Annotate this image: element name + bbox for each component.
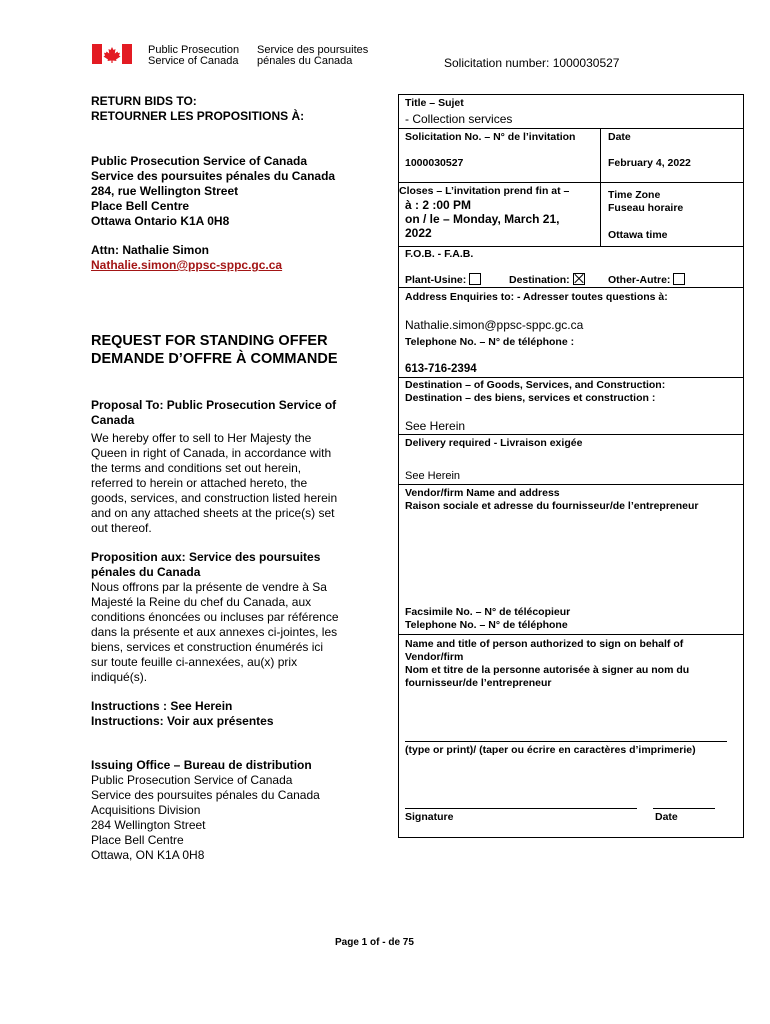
signature-label: Signature [405, 811, 454, 823]
telephone-value: 613-716-2394 [405, 363, 477, 375]
date-value: February 4, 2022 [608, 157, 691, 169]
proposition-body: Nous offrons par la présente de vendre à Sa Majesté la Reine du chef du Canada, aux conditions énoncées ou incluses par référence dans la présente et aux annexes ci-jointes, les biens, services et construction énumérés ici sur toute feuille ci-annexées, au(x) prix indiqué(s). [91, 580, 339, 684]
signature-line [405, 808, 637, 809]
destination-label: Destination – of Goods, Services, and Construction: Destination – des biens, services et construction : [405, 379, 666, 404]
destination-checkbox-row: Destination: [509, 273, 585, 287]
return-bids-heading: RETURN BIDS TO: RETOURNER LES PROPOSITIONS À: [91, 94, 305, 123]
delivery-value: See Herein [405, 470, 461, 482]
other-checkbox-row: Other-Autre: [608, 273, 685, 287]
enquiries-email: Nathalie.simon@ppsc-sppc.gc.ca [405, 318, 584, 332]
other-checkbox[interactable] [673, 273, 685, 285]
solicitation-no-value: 1000030527 [405, 157, 464, 169]
date-line [653, 808, 715, 809]
fob-label: F.O.B. - F.A.B. [405, 248, 474, 260]
closes-label: Closes – L’invitation prend fin at – à : 2 :00 PM on / le – Monday, March 21, 2022 [399, 185, 570, 240]
destination-checkbox[interactable] [573, 273, 585, 285]
type-or-print-label: (type or print)/ (taper ou écrire en caractères d’imprimerie) [405, 744, 696, 756]
issuing-office: Issuing Office – Bureau de distribution Public Prosecution Service of Canada Service des poursuites pénales du Canada Acquisitions Division 284 Wellington Street Place Bell Centre Ottawa, ON K1A 0H8 [91, 758, 320, 862]
vendor-label: Vendor/firm Name and address Raison sociale et adresse du fournisseur/de l’entrepreneur [405, 487, 699, 512]
solicitation-number-header: Solicitation number: 1000030527 [444, 56, 620, 70]
document-title: REQUEST FOR STANDING OFFER DEMANDE D’OFFRE À COMMANDE [91, 333, 338, 367]
delivery-label: Delivery required - Livraison exigée [405, 437, 583, 449]
date-label: Date [608, 131, 631, 143]
return-address: Public Prosecution Service of Canada Service des poursuites pénales du Canada 284, rue Wellington Street Place Bell Centre Ottawa Ontario K1A 0H8 [91, 154, 336, 228]
name-signature-line [405, 741, 727, 742]
address-enquiries-label: Address Enquiries to: - Adresser toutes questions à: [405, 291, 668, 303]
destination-value: See Herein [405, 419, 466, 433]
title-value: - Collection services [405, 112, 513, 126]
email-link[interactable]: Nathalie.simon@ppsc-sppc.gc.ca [91, 258, 283, 272]
fax-tel-labels: Facsimile No. – N° de télécopieur Telephone No. – N° de téléphone [405, 606, 571, 631]
telephone-label: Telephone No. – N° de téléphone : [405, 336, 575, 348]
date-sign-label: Date [655, 811, 678, 823]
time-zone-value: Ottawa time [608, 229, 668, 241]
page-number: Page 1 of - de 75 [335, 937, 414, 948]
proposal-body: We hereby offer to sell to Her Majesty the Queen in right of Canada, in accordance with the terms and conditions set out herein, referred to herein or attached hereto, the goods, services, and construction listed herein and on any attached sheets at the price(s) set out thereof. [91, 431, 338, 535]
canada-flag-logo [92, 44, 132, 64]
time-zone: Time Zone Fuseau horaire [608, 189, 684, 214]
proposition-heading: Proposition aux: Service des poursuites pénales du Canada [91, 550, 321, 579]
instructions: Instructions : See Herein Instructions: Voir aux présentes [91, 699, 274, 728]
solicitation-no-label: Solicitation No. – N° de l’invitation [405, 131, 576, 143]
plant-checkbox-row: Plant-Usine: [405, 273, 481, 287]
org-name-fr: Service des poursuites pénales du Canada [257, 44, 369, 67]
proposal-heading: Proposal To: Public Prosecution Service of Canada [91, 398, 337, 427]
attention-line: Attn: Nathalie Simon [91, 243, 210, 257]
org-name-en: Public Prosecution Service of Canada [148, 44, 240, 67]
authorized-person-label: Name and title of person authorized to sign on behalf of Vendor/firm Nom et titre de la personne autorisée à signer au nom du fournisseur/de l’entrepreneur [405, 638, 690, 689]
plant-checkbox[interactable] [469, 273, 481, 285]
title-label: Title – Sujet [405, 97, 464, 109]
